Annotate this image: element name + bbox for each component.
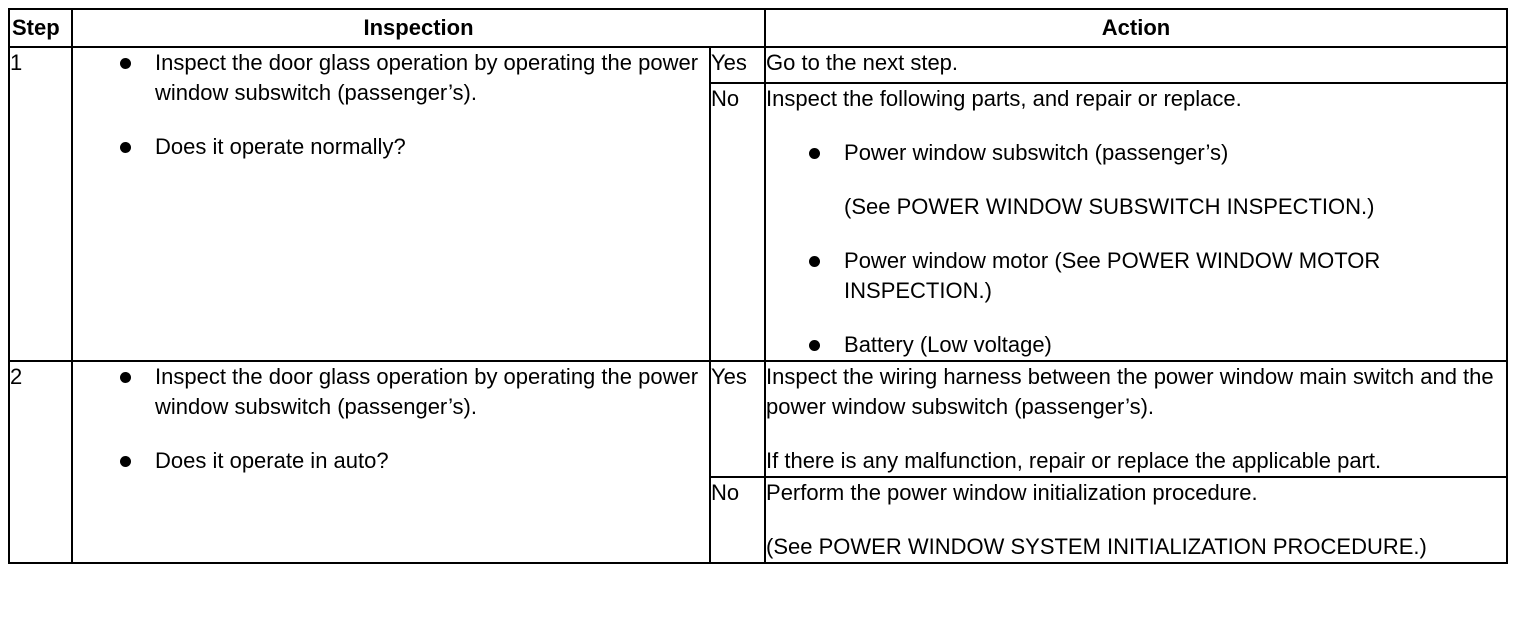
header-step: Step	[9, 9, 72, 47]
step-1-no-item-1: Power window subswitch (passenger’s)	[844, 140, 1229, 165]
bullet-icon	[808, 330, 844, 360]
step-1-no-item-1-note: (See POWER WINDOW SUBSWITCH INSPECTION.)	[844, 194, 1375, 219]
step-1-inspection-text-2: Does it operate normally?	[155, 134, 406, 159]
step-1-yes-action: Go to the next step.	[765, 47, 1507, 83]
step-2-inspection-text-2: Does it operate in auto?	[155, 448, 389, 473]
step-2-no-para-1: Perform the power window initialization procedure.	[766, 480, 1258, 505]
header-inspection: Inspection	[72, 9, 765, 47]
bullet-icon	[119, 362, 155, 422]
step-1-yes-label: Yes	[710, 47, 765, 83]
step-2-inspection-text-1: Inspect the door glass operation by operating the power window subswitch (passenger’s).	[155, 364, 699, 419]
header-row	[9, 9, 1507, 47]
step-1-no-label: No	[710, 83, 765, 361]
step-1-inspection	[72, 47, 710, 361]
step-2-no-para-2: (See POWER WINDOW SYSTEM INITIALIZATION PROCEDURE.)	[766, 534, 1427, 559]
step-1-inspection-text-1: Inspect the door glass operation by operating the power window subswitch (passenger’s).	[155, 50, 699, 105]
step-2-inspection-item	[73, 362, 709, 422]
step-2-no-action	[765, 477, 1507, 563]
step-1-no-item	[766, 138, 1506, 168]
step-2-yes-row	[9, 361, 1507, 477]
bullet-icon	[119, 446, 155, 476]
step-2-inspection	[72, 361, 710, 563]
step-2-yes-action	[765, 361, 1507, 477]
step-1-inspection-item	[73, 48, 709, 108]
step-2-yes-para-1: Inspect the wiring harness between the power window main switch and the power window subswitch (passenger’s).	[766, 364, 1494, 419]
step-1-no-action	[765, 83, 1507, 361]
step-1-inspection-item	[73, 132, 709, 162]
step-1-yes-row	[9, 47, 1507, 83]
step-1-no-item	[766, 246, 1506, 306]
bullet-icon	[808, 138, 844, 168]
step-1-no-item-2: Power window motor (See POWER WINDOW MOTOR INSPECTION.)	[844, 248, 1381, 303]
step-2-inspection-item	[73, 446, 709, 476]
step-2-number: 2	[9, 361, 72, 563]
bullet-icon	[808, 246, 844, 306]
step-2-yes-para-2: If there is any malfunction, repair or replace the applicable part.	[766, 448, 1382, 473]
step-1-no-item	[766, 330, 1506, 360]
step-2-yes-label: Yes	[710, 361, 765, 477]
step-2-no-label: No	[710, 477, 765, 563]
header-action: Action	[765, 9, 1507, 47]
step-1-number: 1	[9, 47, 72, 361]
step-1-no-intro: Inspect the following parts, and repair or replace.	[766, 86, 1242, 111]
troubleshooting-table	[8, 8, 1508, 564]
bullet-icon	[119, 48, 155, 108]
bullet-icon	[119, 132, 155, 162]
step-1-no-item-3: Battery (Low voltage)	[844, 332, 1052, 357]
